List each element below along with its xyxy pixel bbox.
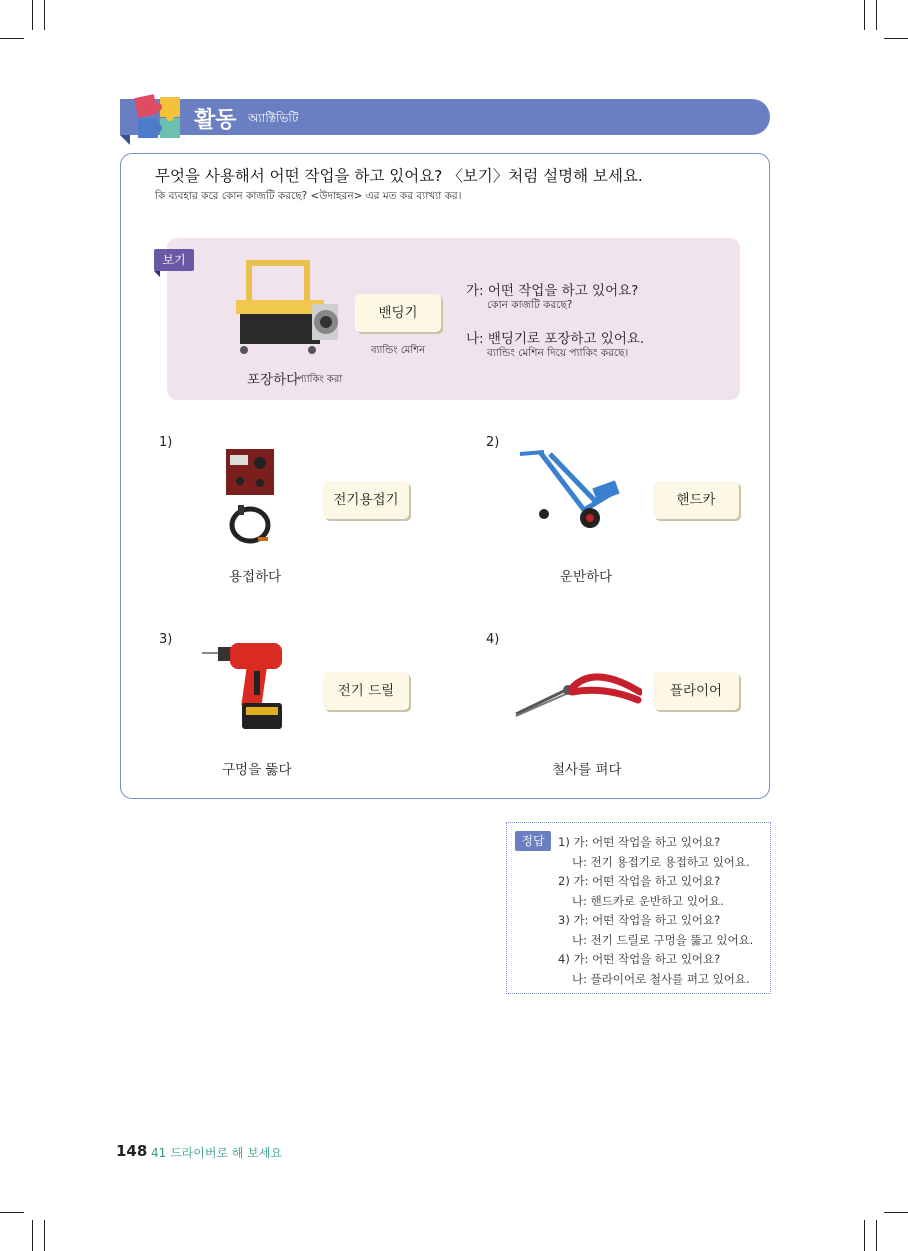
example-tool-card: 밴딩기 <box>355 294 441 332</box>
crop-mark <box>32 1220 33 1251</box>
crop-mark <box>44 1220 45 1251</box>
example-answer: 나: 밴딩기로 포장하고 있어요. <box>466 331 645 347</box>
answer-line: 나: 플라이어로 철사를 펴고 있어요. <box>572 972 750 986</box>
answer-line: 나: 전기 용접기로 용접하고 있어요. <box>572 855 750 869</box>
question-bengali: কি ব্যবহার করে কোন কাজটি করছে? <উদাহরন> এর মত কর ব্যাখ্যা কর। <box>155 190 462 202</box>
item-action: 철사를 펴다 <box>552 762 622 778</box>
example-question-bengali: কোন কাজটি করছে? <box>487 299 573 311</box>
answer-line: 나: 전기 드릴로 구멍을 뚫고 있어요. <box>572 933 754 947</box>
answer-line: 1) 가: 어떤 작업을 하고 있어요? <box>558 835 721 849</box>
item-action: 구멍을 뚫다 <box>222 762 292 778</box>
crop-mark <box>884 38 908 39</box>
crop-mark <box>876 1220 877 1251</box>
crop-mark <box>876 0 877 30</box>
header-fold <box>120 135 130 145</box>
item-number: 2) <box>486 435 500 450</box>
pliers-image <box>514 660 642 720</box>
example-question: 가: 어떤 작업을 하고 있어요? <box>466 283 639 299</box>
crop-mark <box>864 1220 865 1251</box>
item-number: 4) <box>486 632 500 647</box>
item-number: 1) <box>159 435 173 450</box>
example-action-bengali: প্যাকিং করা <box>297 374 343 385</box>
crop-mark <box>44 0 45 30</box>
example-answer-bengali: ব্যান্ডিং মেশিন দিয়ে প্যাকিং করছে। <box>487 347 629 359</box>
answer-line: 3) 가: 어떤 작업을 하고 있어요? <box>558 913 721 927</box>
crop-mark <box>0 1212 24 1213</box>
item-tool-card: 전기 드릴 <box>323 672 409 710</box>
question-korean: 무엇을 사용해서 어떤 작업을 하고 있어요? 〈보기〉처럼 설명해 보세요. <box>155 167 643 185</box>
answer-line: 2) 가: 어떤 작업을 하고 있어요? <box>558 874 721 888</box>
page-number: 148 <box>116 1142 148 1160</box>
item-action: 용접하다 <box>229 569 282 585</box>
example-action-korean: 포장하다 <box>247 372 300 388</box>
item-action: 운반하다 <box>560 569 613 585</box>
example-tag-fold <box>154 271 160 277</box>
answer-line: 나: 핸드카로 운반하고 있어요. <box>572 894 724 908</box>
activity-subtitle: অ্যাক্টিভিটি <box>248 111 299 125</box>
crop-mark <box>32 0 33 30</box>
hand-truck-image <box>514 444 624 532</box>
crop-mark <box>864 0 865 30</box>
item-number: 3) <box>159 632 173 647</box>
puzzle-icon <box>134 94 184 140</box>
welding-machine-image <box>220 445 280 549</box>
crop-mark <box>884 1212 908 1213</box>
example-tool-bengali: ব্যান্ডিং মেশিন <box>371 345 426 356</box>
item-tool-card: 플라이어 <box>653 672 739 710</box>
banding-machine-image <box>232 258 344 358</box>
answer-line: 4) 가: 어떤 작업을 하고 있어요? <box>558 952 721 966</box>
electric-drill-image <box>200 641 290 733</box>
item-tool-card: 핸드카 <box>653 481 739 519</box>
example-tag: 보기 <box>154 249 194 271</box>
item-tool-card: 전기용접기 <box>323 481 409 519</box>
activity-title: 활동 <box>194 108 237 133</box>
crop-mark <box>0 38 24 39</box>
chapter-title: 41 드라이버로 해 보세요 <box>151 1146 283 1160</box>
answer-tag: 정답 <box>515 831 551 851</box>
